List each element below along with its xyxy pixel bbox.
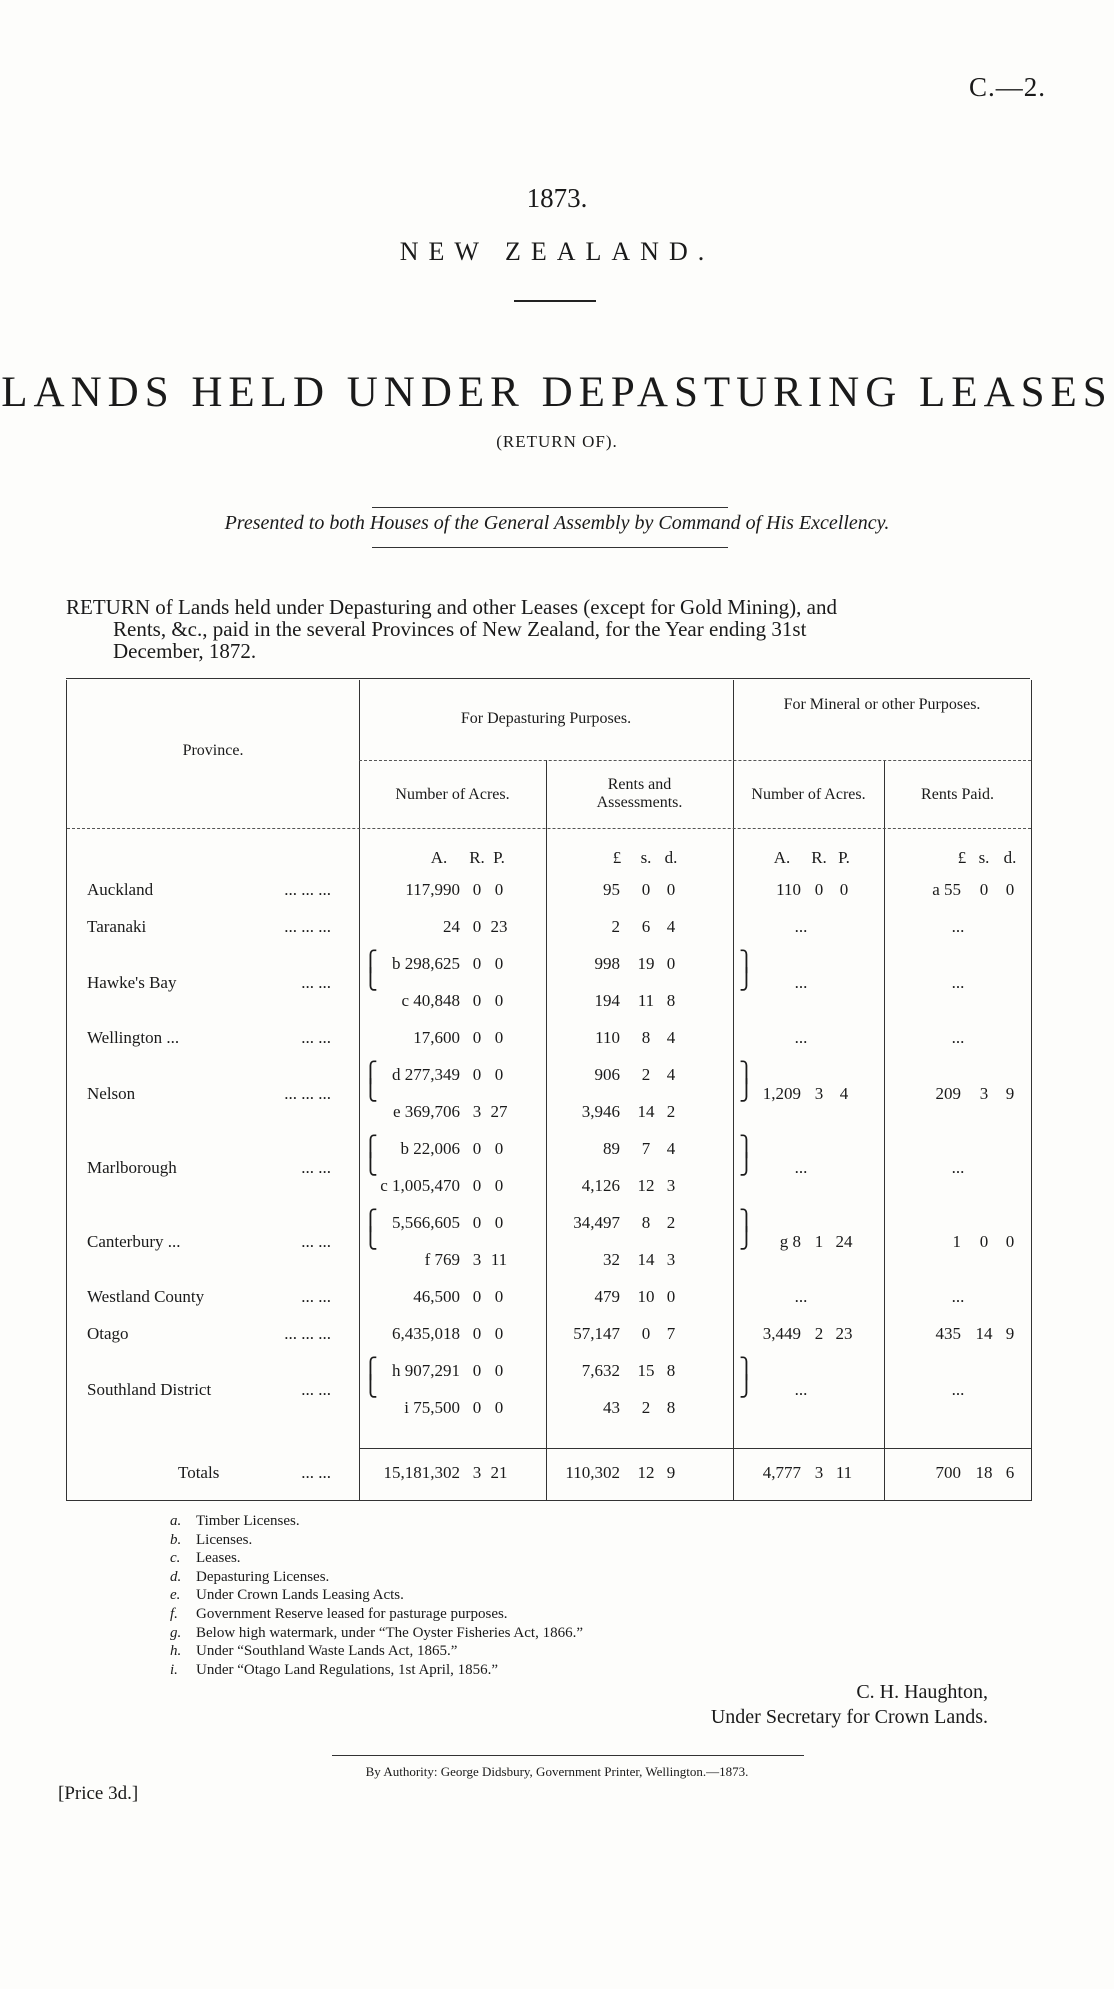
- dep-rent-shillings: 10: [637, 1287, 655, 1306]
- unit-perches: P.: [838, 848, 850, 867]
- min-rents-blank: ...: [951, 1287, 965, 1306]
- right-brace: ⎫ ⎭: [739, 1134, 754, 1176]
- dep-perches: 0: [494, 1065, 504, 1084]
- header-mineral: For Mineral or other Purposes.: [783, 696, 981, 713]
- dep-rent-pounds: 479: [594, 1287, 620, 1306]
- dep-rent-shillings: 12: [637, 1463, 655, 1482]
- dep-acres: 15,181,302: [383, 1463, 460, 1482]
- min-acres-blank: ...: [794, 1028, 808, 1047]
- dep-rent-pounds: 906: [594, 1065, 620, 1084]
- intro-line-3: December, 1872.: [113, 639, 257, 663]
- min-roods: 3: [814, 1463, 824, 1482]
- min-acres-blank: ...: [794, 1287, 808, 1306]
- min-roods: 2: [814, 1324, 824, 1343]
- min-roods: 1: [814, 1231, 824, 1251]
- dep-perches: 23: [490, 917, 508, 936]
- dep-rent-shillings: 2: [641, 1398, 651, 1417]
- min-acres: 3,449: [762, 1324, 801, 1343]
- dep-roods: 0: [472, 880, 482, 899]
- dep-rent-pence: 0: [666, 954, 676, 973]
- dep-rent-shillings: 8: [641, 1213, 651, 1232]
- dep-perches: 0: [494, 1398, 504, 1417]
- dep-roods: 0: [472, 1213, 482, 1232]
- dep-roods: 3: [472, 1250, 482, 1269]
- dep-acres: 24: [443, 917, 460, 936]
- dep-acres: i 75,500: [404, 1398, 460, 1417]
- min-acres: 110: [776, 880, 801, 899]
- dep-rent-pounds: 95: [603, 880, 620, 899]
- province-name: Taranaki: [87, 917, 147, 936]
- left-brace: ⎧ ⎩: [363, 1356, 378, 1398]
- min-rent-pounds: 700: [935, 1463, 961, 1482]
- dep-perches: 27: [490, 1102, 508, 1121]
- unit-pence: d.: [664, 848, 678, 867]
- footnote-key: e.: [170, 1587, 181, 1604]
- country-heading: NEW ZEALAND.: [399, 237, 715, 266]
- province-name: Wellington ...: [87, 1028, 180, 1047]
- header-split: [359, 760, 1031, 761]
- min-roods: 3: [814, 1083, 824, 1103]
- min-rents-blank: ...: [951, 1157, 965, 1177]
- leader-dots: ... ... ...: [284, 917, 331, 936]
- min-rent-pence: 9: [1005, 1324, 1015, 1343]
- dep-rent-pence: 4: [666, 1028, 676, 1047]
- dep-rent-shillings: 14: [637, 1102, 655, 1121]
- footnote-text: Licenses.: [196, 1531, 253, 1548]
- header-dep-acres: Number of Acres.: [395, 786, 510, 803]
- unit-acres: A.: [430, 848, 448, 867]
- dep-acres: b 22,006: [400, 1139, 460, 1158]
- min-rent-pounds: 1: [952, 1231, 961, 1251]
- footnote: [170, 1661, 583, 1680]
- dep-acres: 6,435,018: [392, 1324, 460, 1343]
- dep-rent-pounds: 57,147: [573, 1324, 620, 1343]
- dep-rent-shillings: 8: [641, 1028, 651, 1047]
- left-brace: ⎧ ⎩: [363, 1060, 378, 1102]
- dep-rent-shillings: 12: [637, 1176, 655, 1195]
- right-brace: ⎫ ⎭: [739, 1208, 754, 1250]
- dep-perches: 21: [490, 1463, 508, 1482]
- leader-dots: ... ...: [301, 1463, 331, 1482]
- min-perches: 0: [839, 880, 849, 899]
- min-rent-pence: 0: [1005, 880, 1015, 899]
- dep-roods: 3: [472, 1102, 482, 1121]
- dep-rent-pence: 3: [666, 1250, 676, 1269]
- page-subtitle: (RETURN OF).: [496, 432, 618, 451]
- province-name: Nelson: [87, 1083, 136, 1103]
- dep-rent-pence: 0: [666, 1287, 676, 1306]
- dep-rent-pounds: 194: [594, 991, 620, 1010]
- min-rent-pence: 9: [1005, 1083, 1015, 1103]
- intro-paragraph: [66, 596, 1038, 662]
- footnote: [170, 1642, 583, 1661]
- dep-roods: 0: [472, 1028, 482, 1047]
- dep-rent-pounds: 7,632: [581, 1361, 620, 1380]
- unit-shillings: s.: [978, 848, 990, 867]
- dep-roods: 0: [472, 1287, 482, 1306]
- footnote: [170, 1605, 583, 1624]
- dep-acres: 46,500: [413, 1287, 460, 1306]
- col-divider: [884, 760, 885, 1500]
- dep-rent-shillings: 2: [641, 1065, 651, 1084]
- province-name: Otago: [87, 1324, 129, 1343]
- dep-perches: 0: [494, 1139, 504, 1158]
- min-acres-blank: ...: [794, 1379, 808, 1399]
- dep-rent-pounds: 998: [594, 954, 620, 973]
- dep-acres: b 298,625: [392, 954, 460, 973]
- dep-roods: 0: [472, 954, 482, 973]
- signatory-name: C. H. Haughton,: [856, 1681, 988, 1703]
- dep-rent-pence: 8: [666, 1398, 676, 1417]
- unit-roods: R.: [811, 848, 827, 867]
- dep-perches: 0: [494, 1213, 504, 1232]
- footnote-text: Leases.: [196, 1550, 241, 1567]
- dep-rent-pounds: 32: [603, 1250, 620, 1269]
- title-divider: [514, 300, 596, 302]
- footnote-key: f.: [170, 1605, 178, 1622]
- totals-rule: [359, 1448, 1031, 1449]
- dep-rent-shillings: 14: [637, 1250, 655, 1269]
- printer-authority: By Authority: George Didsbury, Government Printer, Wellington.—1873.: [365, 1764, 749, 1779]
- dep-rent-pounds: 89: [603, 1139, 620, 1158]
- dep-perches: 0: [494, 991, 504, 1010]
- footnote-key: b.: [170, 1531, 182, 1548]
- province-name: Canterbury ...: [87, 1231, 181, 1251]
- footnote-text: Government Reserve leased for pasturage purposes.: [196, 1605, 508, 1622]
- dep-rent-shillings: 19: [637, 954, 655, 973]
- dep-perches: 0: [494, 880, 504, 899]
- min-rent-shillings: 0: [979, 1231, 989, 1251]
- footnote-key: h.: [170, 1643, 182, 1660]
- province-name: Southland District: [87, 1379, 212, 1399]
- dep-rent-pounds: 4,126: [581, 1176, 620, 1195]
- dep-rent-pounds: 110: [595, 1028, 620, 1047]
- footnote-key: a.: [170, 1513, 182, 1529]
- unit-pounds: £: [612, 848, 622, 867]
- footnote: [170, 1586, 583, 1605]
- right-brace: ⎫ ⎭: [739, 1060, 754, 1102]
- min-rent-shillings: 14: [975, 1324, 993, 1343]
- leader-dots: ... ...: [301, 1287, 331, 1306]
- price: [Price 3d.]: [58, 1783, 139, 1804]
- dep-rent-pence: 3: [666, 1176, 676, 1195]
- footnote: [170, 1568, 583, 1587]
- page-title: LANDS HELD UNDER DEPASTURING LEASES: [1, 369, 1113, 416]
- min-rent-pounds: 435: [935, 1324, 961, 1343]
- min-perches: 4: [839, 1083, 849, 1103]
- min-perches: 23: [835, 1324, 853, 1343]
- dep-rent-pounds: 34,497: [573, 1213, 620, 1232]
- header-dep-rents: Rents and Assessments.: [596, 776, 683, 811]
- min-rents-blank: ...: [951, 1028, 965, 1047]
- dep-roods: 0: [472, 1324, 482, 1343]
- dep-rent-pounds: 43: [603, 1398, 620, 1417]
- presented-line: Presented to both Houses of the General Assembly by Command of His Excellency.: [224, 512, 890, 534]
- col-divider: [546, 760, 547, 1500]
- footnote-text: Under Crown Lands Leasing Acts.: [196, 1587, 404, 1604]
- min-perches: 24: [835, 1231, 853, 1251]
- unit-pounds: £: [957, 848, 967, 867]
- province-name: Marlborough: [87, 1157, 177, 1177]
- leases-table: [66, 680, 1032, 1501]
- footnote-key: c.: [170, 1550, 181, 1567]
- dep-rent-shillings: 6: [641, 917, 651, 936]
- dep-acres: 117,990: [405, 880, 460, 899]
- dep-roods: 0: [472, 1176, 482, 1195]
- dep-acres: e 369,706: [392, 1102, 460, 1121]
- unit-shillings: s.: [640, 848, 652, 867]
- presented-rule-top: [372, 507, 728, 508]
- header-province: Province.: [182, 742, 244, 759]
- dep-rent-pence: 2: [666, 1102, 676, 1121]
- min-rent-pence: 6: [1005, 1463, 1015, 1482]
- dep-perches: 0: [494, 1287, 504, 1306]
- min-rent-pounds: 209: [935, 1083, 961, 1103]
- authority-rule: [332, 1755, 804, 1756]
- header-min-acres: Number of Acres.: [751, 786, 866, 803]
- min-acres: 1,209: [762, 1083, 801, 1103]
- dep-rent-pence: 9: [666, 1463, 676, 1482]
- leader-dots: ... ... ...: [284, 1324, 331, 1343]
- dep-rent-pounds: 3,946: [581, 1102, 620, 1121]
- min-rents-blank: ...: [951, 917, 965, 936]
- min-rent-shillings: 3: [979, 1083, 989, 1103]
- dep-rent-shillings: 0: [641, 880, 651, 899]
- dep-acres: 17,600: [413, 1028, 460, 1047]
- min-acres-blank: ...: [794, 1157, 808, 1177]
- leader-dots: ... ...: [301, 972, 331, 992]
- min-acres: g 8: [779, 1231, 801, 1251]
- table-top-rule: [66, 678, 1030, 679]
- document-reference: C.—2.: [968, 72, 1046, 102]
- footnote: [170, 1531, 583, 1550]
- dep-rent-pence: 7: [666, 1324, 676, 1343]
- leader-dots: ... ...: [301, 1028, 331, 1047]
- leader-dots: ... ...: [301, 1379, 331, 1399]
- min-rent-pounds: a 55: [932, 880, 961, 899]
- dep-roods: 0: [472, 1139, 482, 1158]
- footnote-text: Timber Licenses.: [196, 1513, 300, 1529]
- min-acres-blank: ...: [794, 972, 808, 992]
- dep-acres: d 277,349: [392, 1065, 460, 1084]
- right-brace: ⎫ ⎭: [739, 949, 754, 991]
- dep-rent-pence: 2: [666, 1213, 676, 1232]
- totals-label: Totals: [178, 1463, 220, 1482]
- dep-rent-shillings: 7: [641, 1139, 651, 1158]
- min-rent-pence: 0: [1005, 1231, 1015, 1251]
- province-name: Hawke's Bay: [87, 972, 177, 992]
- dep-rent-pence: 4: [666, 1139, 676, 1158]
- dep-roods: 3: [472, 1463, 482, 1482]
- dep-acres: c 1,005,470: [380, 1176, 460, 1195]
- unit-roods: R.: [469, 848, 485, 867]
- min-rent-shillings: 18: [975, 1463, 993, 1482]
- dep-roods: 0: [472, 1398, 482, 1417]
- dep-perches: 0: [494, 1361, 504, 1380]
- min-acres: 4,777: [762, 1463, 801, 1482]
- header-min-rents: Rents Paid.: [921, 786, 994, 803]
- min-acres-blank: ...: [794, 917, 808, 936]
- left-brace: ⎧ ⎩: [363, 1208, 378, 1250]
- footnote-text: Below high watermark, under “The Oyster Fisheries Act, 1866.”: [196, 1624, 583, 1641]
- dep-perches: 11: [490, 1250, 508, 1269]
- min-perches: 11: [835, 1463, 853, 1482]
- leader-dots: ... ...: [301, 1157, 331, 1177]
- unit-pence: d.: [1003, 848, 1017, 867]
- header-depasturing: For Depasturing Purposes.: [460, 710, 632, 727]
- dep-roods: 0: [472, 1065, 482, 1084]
- unit-perches: P.: [493, 848, 505, 867]
- dep-perches: 0: [494, 1324, 504, 1343]
- dep-rent-pounds: 110,302: [565, 1463, 620, 1482]
- footnote: [170, 1512, 583, 1531]
- dep-roods: 0: [472, 991, 482, 1010]
- dep-rent-shillings: 0: [641, 1324, 651, 1343]
- footnote: [170, 1624, 583, 1643]
- footnote: [170, 1549, 583, 1568]
- footnote-key: d.: [170, 1568, 182, 1585]
- left-brace: ⎧ ⎩: [363, 949, 378, 991]
- header-bottom: [67, 828, 1031, 829]
- left-brace: ⎧ ⎩: [363, 1134, 378, 1176]
- dep-acres: 5,566,605: [392, 1213, 460, 1232]
- dep-rent-shillings: 11: [637, 991, 655, 1010]
- footnote-key: i.: [170, 1661, 178, 1678]
- dep-rent-pence: 4: [666, 917, 676, 936]
- signatory-role: Under Secretary for Crown Lands.: [710, 1706, 988, 1728]
- unit-acres: A.: [773, 848, 791, 867]
- dep-rent-pence: 8: [666, 1361, 676, 1380]
- right-brace: ⎫ ⎭: [739, 1356, 754, 1398]
- dep-roods: 0: [472, 1361, 482, 1380]
- dep-acres: h 907,291: [392, 1361, 460, 1380]
- footnotes: [170, 1512, 583, 1679]
- intro-line-2: Rents, &c., paid in the several Provinces of New Zealand, for the Year ending 31st: [113, 617, 807, 641]
- dep-perches: 0: [494, 1176, 504, 1195]
- dep-acres: f 769: [424, 1250, 460, 1269]
- dep-rent-pounds: 2: [611, 917, 620, 936]
- dep-roods: 0: [472, 917, 482, 936]
- leader-dots: ... ... ...: [284, 1083, 331, 1103]
- footnote-text: Under “Southland Waste Lands Act, 1865.”: [196, 1643, 458, 1660]
- min-rent-shillings: 0: [979, 880, 989, 899]
- dep-rent-pence: 8: [666, 991, 676, 1010]
- footnote-key: g.: [170, 1624, 182, 1641]
- leader-dots: ... ...: [301, 1231, 331, 1251]
- province-name: Westland County: [87, 1287, 205, 1306]
- min-rents-blank: ...: [951, 1379, 965, 1399]
- province-name: Auckland: [87, 880, 154, 899]
- leader-dots: ... ... ...: [284, 880, 331, 899]
- footnote-text: Under “Otago Land Regulations, 1st April, 1856.”: [196, 1661, 499, 1678]
- presented-rule-bottom: [372, 547, 728, 548]
- dep-perches: 0: [494, 954, 504, 973]
- dep-rent-shillings: 15: [637, 1361, 655, 1380]
- dep-rent-pence: 4: [666, 1065, 676, 1084]
- dep-rent-pence: 0: [666, 880, 676, 899]
- intro-line-1: RETURN of Lands held under Depasturing and other Leases (except for Gold Mining), and: [66, 595, 837, 619]
- dep-acres: c 40,848: [401, 991, 460, 1010]
- footnote-text: Depasturing Licenses.: [196, 1568, 330, 1585]
- document-year: 1873.: [526, 183, 588, 213]
- min-roods: 0: [814, 880, 824, 899]
- dep-perches: 0: [494, 1028, 504, 1047]
- min-rents-blank: ...: [951, 972, 965, 992]
